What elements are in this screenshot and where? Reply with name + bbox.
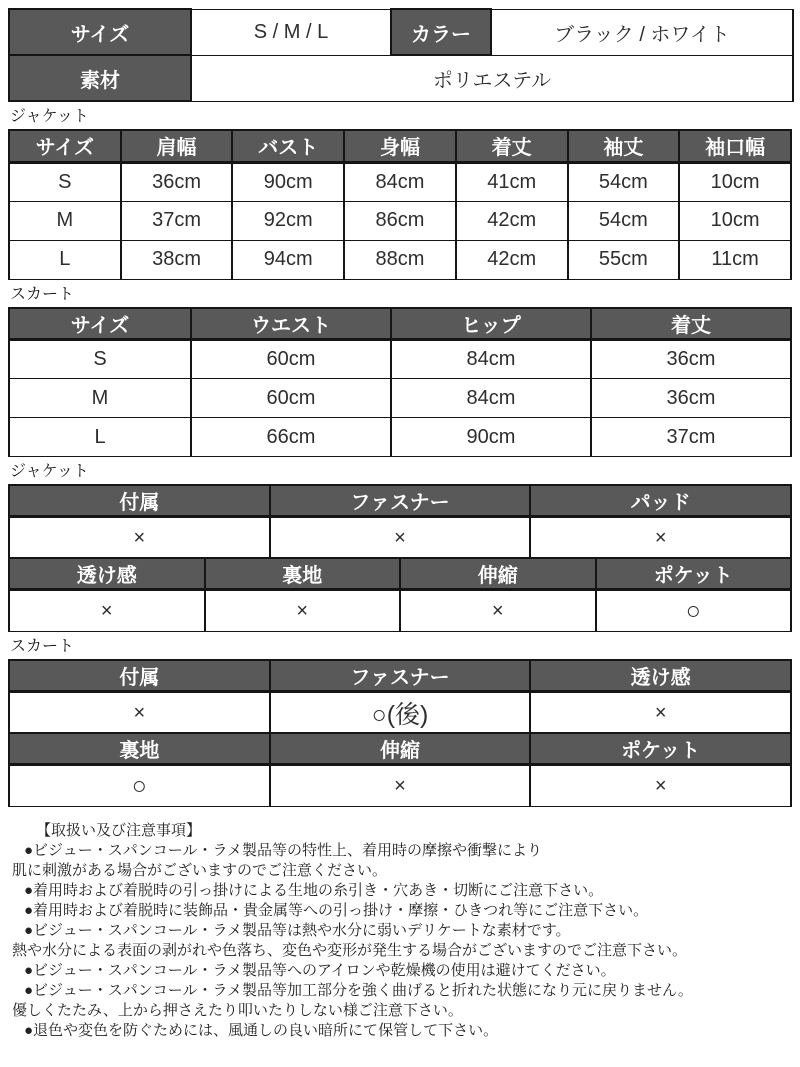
data-cell: 84cm [391,379,591,418]
table-row [9,517,791,559]
feature-header-cell: ポケット [530,733,791,765]
feature-value-cell: × [530,692,791,734]
feature-header-cell: ファスナー [270,660,531,692]
feature-header-cell: 透け感 [9,558,205,590]
data-cell: 42cm [456,201,568,240]
data-cell: 55cm [568,240,680,279]
care-notes [8,821,792,1041]
table-row [9,340,791,379]
data-cell: 10cm [679,162,791,201]
header-cell: バスト [232,130,344,162]
note-bullet-line: ●ビジュー・スパンコール・ラメ製品等の特性上、着用時の摩擦や衝撃により [24,842,543,859]
feature-band-table [8,659,792,734]
feature-value-cell: × [270,517,531,559]
care-notes-title: 【取扱い及び注意事項】 [36,822,202,839]
material-label-cell: 素材 [9,55,191,101]
feature-header-cell: ポケット [596,558,792,590]
feature-value-cell: × [530,517,791,559]
feature-band-table [8,557,792,632]
feature-value-cell: × [9,517,270,559]
table-row [9,765,791,807]
data-cell: 11cm [679,240,791,279]
spec-row-material [9,55,793,101]
feature-value-cell: × [9,590,205,632]
data-cell: 10cm [679,201,791,240]
data-cell: 54cm [568,162,680,201]
feature-header-cell: 裏地 [9,733,270,765]
spec-table [8,8,794,102]
data-cell: M [9,379,191,418]
feature-header-cell: 伸縮 [400,558,596,590]
feature-value-cell: × [400,590,596,632]
feature-value-cell: ○ [596,590,792,632]
data-cell: 36cm [591,340,791,379]
table-row [9,201,791,240]
feature-value-cell: × [9,692,270,734]
feature-band-table [8,484,792,559]
table-row [9,590,791,632]
data-cell: 94cm [232,240,344,279]
header-cell: 着丈 [591,308,791,340]
header-cell: サイズ [9,308,191,340]
feature-header-cell: 透け感 [530,660,791,692]
feature-header-cell: 付属 [9,660,270,692]
data-cell: 41cm [456,162,568,201]
note-continuation-line: 肌に刺激がある場合がございますのでご注意ください。 [12,862,388,879]
header-row [9,485,791,517]
skirt-features-section-label: スカート [10,638,75,655]
header-row [9,308,791,340]
table-row [9,692,791,734]
skirt-size-section-label: スカート [10,285,75,303]
jacket-size-section-label: ジャケット [10,108,89,125]
table-row [9,162,791,201]
feature-value-cell: ○(後) [270,692,531,734]
data-cell: L [9,240,121,279]
data-cell: 90cm [232,162,344,201]
skirt-features-tables [8,659,792,807]
header-row [9,733,791,765]
jacket-features-section-label: ジャケット [10,463,89,480]
data-cell: 36cm [591,379,791,418]
data-cell: 92cm [232,201,344,240]
data-cell: 88cm [344,240,456,279]
note-bullet-line: ●退色や変色を防ぐためには、風通しの良い暗所にて保管して下さい。 [24,1022,499,1039]
header-cell: ウエスト [191,308,391,340]
data-cell: 38cm [121,240,233,279]
feature-header-cell: ファスナー [270,485,531,517]
data-cell: 60cm [191,340,391,379]
data-cell: 90cm [391,418,591,457]
data-cell: M [9,201,121,240]
feature-band-table [8,732,792,807]
header-cell: 袖口幅 [679,130,791,162]
feature-value-cell: × [205,590,401,632]
feature-header-cell: 伸縮 [270,733,531,765]
data-cell: L [9,418,191,457]
data-cell: 54cm [568,201,680,240]
data-cell: 42cm [456,240,568,279]
jacket-features-tables [8,484,792,632]
table-row [9,418,791,457]
table-row [9,379,791,418]
data-cell: 37cm [121,201,233,240]
data-cell: S [9,340,191,379]
feature-header-cell: パッド [530,485,791,517]
data-cell: 37cm [591,418,791,457]
care-notes-lines [12,841,792,1041]
table-row [9,240,791,279]
feature-header-cell: 裏地 [205,558,401,590]
color-label-cell: カラー [391,9,491,55]
data-cell: 66cm [191,418,391,457]
skirt-size-table [8,307,792,458]
data-cell: 36cm [121,162,233,201]
size-value-cell: S / M / L [191,9,391,55]
data-cell: 84cm [391,340,591,379]
feature-value-cell: × [270,765,531,807]
size-label-cell: サイズ [9,9,191,55]
note-continuation-line: 優しくたたみ、上から押さえたり叩いたりしない様ご注意下さい。 [12,1002,463,1019]
header-row [9,130,791,162]
feature-value-cell: × [530,765,791,807]
feature-value-cell: ○ [9,765,270,807]
data-cell: 84cm [344,162,456,201]
color-value-cell: ブラック / ホワイト [491,9,793,55]
header-cell: ヒップ [391,308,591,340]
header-cell: 着丈 [456,130,568,162]
data-cell: 86cm [344,201,456,240]
header-cell: サイズ [9,130,121,162]
feature-header-cell: 付属 [9,485,270,517]
note-bullet-line: ●ビジュー・スパンコール・ラメ製品等は熱や水分に弱いデリケートな素材です。 [24,922,571,939]
note-bullet-line: ●ビジュー・スパンコール・ラメ製品等へのアイロンや乾燥機の使用は避けてください。 [24,962,616,979]
note-bullet-line: ●着用時および着脱時の引っ掛けによる生地の糸引き・穴あき・切断にご注意下さい。 [24,882,604,899]
header-row [9,558,791,590]
data-cell: 60cm [191,379,391,418]
data-cell: S [9,162,121,201]
material-value-cell: ポリエステル [191,55,793,101]
header-cell: 肩幅 [121,130,233,162]
spec-row-size-color [9,9,793,55]
note-continuation-line: 熱や水分による表面の剥がれや色落ち、変色や変形が発生する場合がございますのでご注意下さい。 [12,942,688,959]
header-cell: 袖丈 [568,130,680,162]
header-cell: 身幅 [344,130,456,162]
header-row [9,660,791,692]
note-bullet-line: ●ビジュー・スパンコール・ラメ製品等加工部分を強く曲げると折れた状態になり元に戻りません。 [24,982,693,999]
jacket-size-table [8,129,792,280]
note-bullet-line: ●着用時および着脱時に装飾品・貴金属等への引っ掛け・摩擦・ひきつれ等にご注意下さい。 [24,902,649,919]
